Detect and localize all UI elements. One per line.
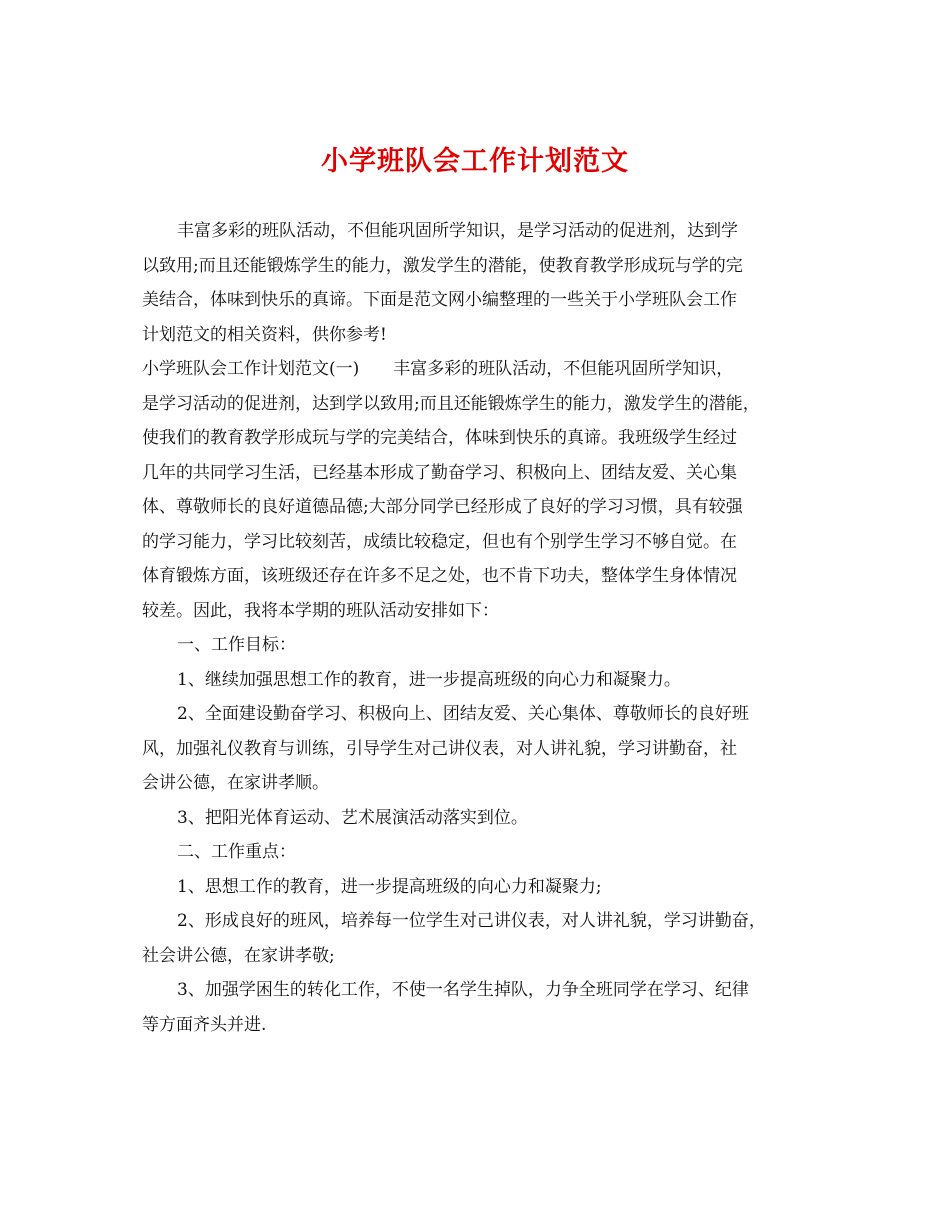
text-line: 一、工作目标： [177, 635, 296, 655]
text-line: 体育锻炼方面，该班级还存在许多不足之处，也不肯下功夫，整体学生身体情况 [142, 566, 737, 586]
document-body [142, 214, 814, 1042]
text-line: 3、加强学困生的转化工作，不使一名学生掉队，力争全班同学在学习、纪律 [177, 980, 749, 1000]
text-line: 2、形成良好的班风，培养每一位学生对己讲仪表，对人讲礼貌，学习讲勤奋， [177, 911, 766, 931]
text-line: 1、思想工作的教育，进一步提高班级的向心力和凝聚力; [177, 876, 602, 897]
text-line: 1、继续加强思想工作的教育，进一步提高班级的向心力和凝聚力。 [177, 669, 681, 690]
text-line: 丰富多彩的班队活动，不但能巩固所学知识，是学习活动的促进剂，达到学 [177, 221, 738, 241]
text-line: 小学班队会工作计划范文(一) 丰富多彩的班队活动，不但能巩固所学知识， [142, 359, 734, 379]
text-line: 使我们的教育教学形成玩与学的完美结合，体味到快乐的真谛。我班级学生经过 [142, 428, 737, 448]
text-line: 以致用;而且还能锻炼学生的能力，激发学生的潜能，使教育教学形成玩与学的完 [142, 255, 743, 276]
text-line: 社会讲公德，在家讲孝敬; [142, 945, 335, 966]
document-title: 小学班队会工作计划范文 [321, 146, 629, 177]
text-line: 2、全面建设勤奋学习、积极向上、团结友爱、关心集体、尊敬师长的良好班 [177, 704, 749, 724]
text-line: 是学习活动的促进剂，达到学以致用;而且还能锻炼学生的能力，激发学生的潜能， [142, 393, 760, 414]
text-line: 二、工作重点： [177, 842, 296, 862]
text-line: 体、尊敬师长的良好道德品德;大部分同学已经形成了良好的学习习惯，具有较强 [142, 497, 743, 517]
text-line: 风，加强礼仪教育与训练，引导学生对己讲仪表，对人讲礼貌，学习讲勤奋，社 [142, 738, 737, 759]
text-line: 等方面齐头并进. [142, 1014, 267, 1035]
text-line: 会讲公德，在家讲孝顺。 [142, 773, 329, 793]
text-line: 3、把阳光体育运动、艺术展演活动落实到位。 [177, 807, 528, 828]
text-line: 几年的共同学习生活，已经基本形成了勤奋学习、积极向上、团结友爱、关心集 [142, 462, 737, 483]
text-line: 较差。因此，我将本学期的班队活动安排如下： [142, 600, 499, 621]
text-line: 的学习能力，学习比较刻苦，成绩比较稳定，但也有个别学生学习不够自觉。在 [142, 531, 737, 552]
text-line: 美结合，体味到快乐的真谛。下面是范文网小编整理的一些关于小学班队会工作 [142, 290, 737, 310]
text-line: 计划范文的相关资料，供你参考! [142, 324, 387, 345]
